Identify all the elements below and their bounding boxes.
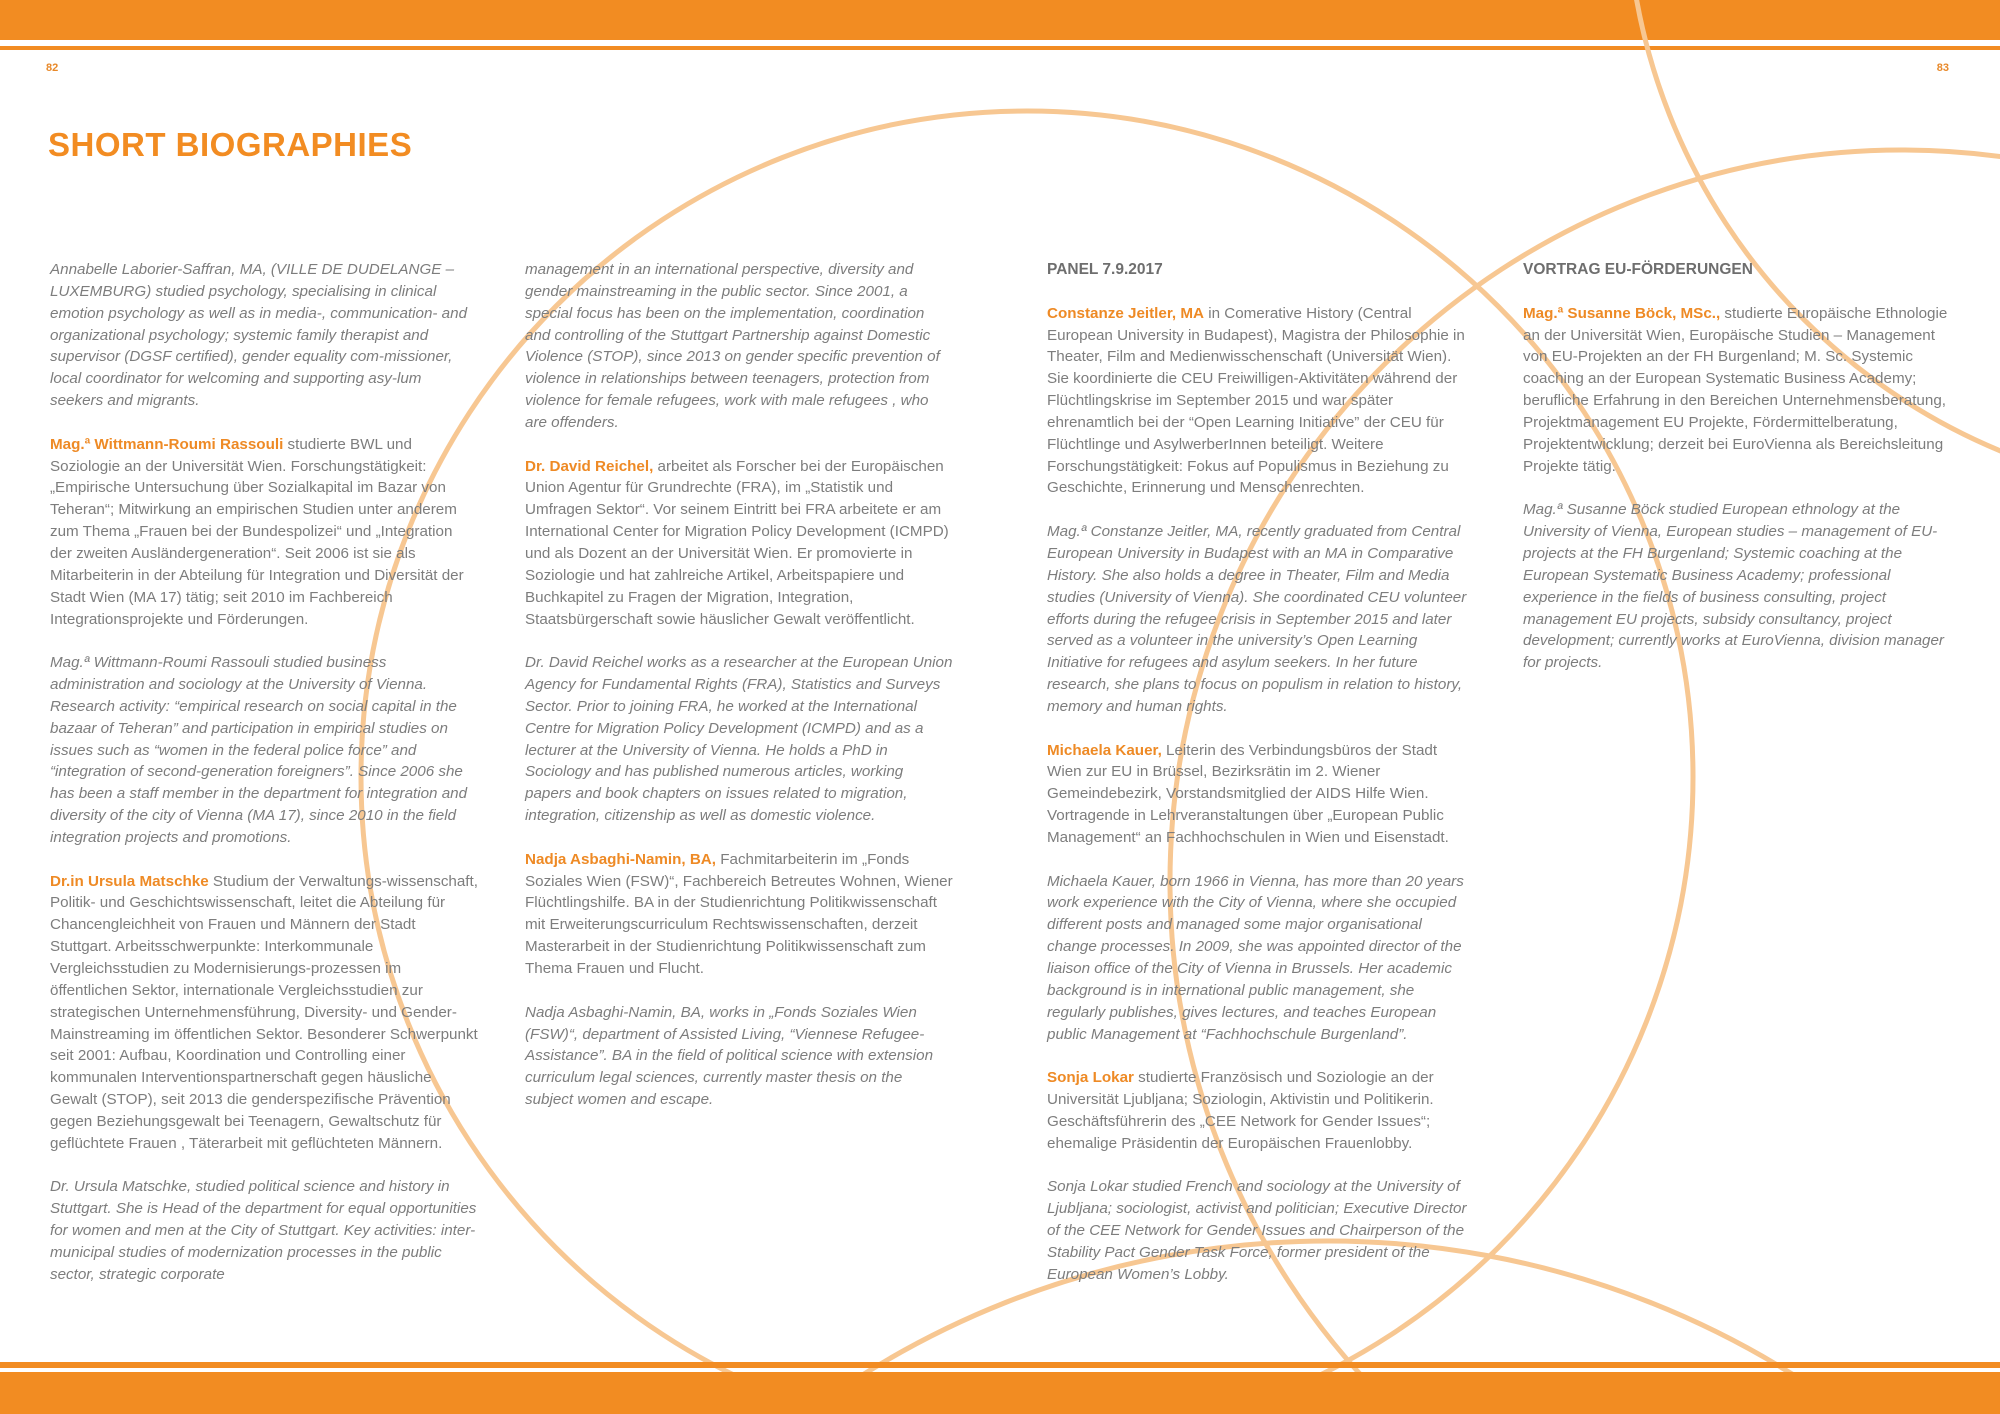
bio-name: Sonja Lokar xyxy=(1047,1069,1134,1087)
bio-column-2 xyxy=(525,259,953,1111)
bio-name: Nadja Asbaghi-Namin, BA, xyxy=(525,850,716,868)
bio-column-1 xyxy=(50,259,478,1286)
bio-name: Dr. David Reichel, xyxy=(525,457,654,475)
bio-text: studierte BWL und Soziologie an der Universität Wien. Forschungstätigkeit: „Empirische Untersuchung über Sozialkapital im Bazar von Teheran“; Mitwirkung an empirischen Studien unter anderem zum Thema „Frauen bei der Bundespolizei“ und „Integration der zweiten Ausländergeneration“. Seit 2006 ist sie als Mitarbeiterin in der Abteilung für Integration und Diversität der Stadt Wien (MA 17) tätig; seit 2010 im Fachbereich Integrationsprojekte und Förderungen. xyxy=(50,435,464,628)
bio-matschke-en: Dr. Ursula Matschke, studied political science and history in Stuttgart. She is Head of the department for equal opportunities for women and men at the City of Stuttgart. Key activities: inter-municipal studies of modernization processes in the public sector, strategic corporate xyxy=(50,1178,477,1283)
bio-text: Studium der Verwaltungs-wissenschaft, Politik- und Geschichtswissenschaft, leitet die Abteilung für Chancengleichheit von Frauen und Männern der Stadt Stuttgart. Arbeitsschwerpunkte: Interkommunale Vergleichsstudien zu Modernisierungs-prozessen im öffentlichen Sektor, internationale Vergleichsstudien zur strategischen Unternehmensführung, Diversity- und Gender-Mainstreaming im öffentlichen Sektor. Besonderer Schwerpunkt seit 2001: Aufbau, Koordination und Controlling einer kommunalen Interventionspartnerschaft gegen häusliche Gewalt (STOP), seit 2013 die genderspezifische Prävention gegen Beziehungsgewalt bei Teenagern, Gewaltschutz für geflüchtete Frauen , Täterarbeit mit geflüchteten Männern. xyxy=(50,872,478,1152)
section-heading-panel: PANEL 7.9.2017 xyxy=(1047,261,1163,278)
bio-reichel-de xyxy=(525,456,953,631)
bio-name: Mag.ª Wittmann-Roumi Rassouli xyxy=(50,435,284,453)
bio-name: Michaela Kauer, xyxy=(1047,741,1162,759)
bio-text: arbeitet als Forscher bei der Europäischen Union Agentur für Grundrechte (FRA), im „Statistik und Umfragen Sektor“. Vor seinem Eintritt bei FRA arbeitete er am International Center for Migration Policy Development (ICMPD) und als Dozent an der Universität Wien. Er promovierte in Soziologie und hat zahlreiche Artikel, Arbeitspapiere und Buchkapitel zu Fragen der Migration, Integration, Staatsbürgerschaft sowie häuslicher Gewalt veröffentlicht. xyxy=(525,457,949,628)
bio-column-4 xyxy=(1523,259,1951,674)
bio-lokar-de xyxy=(1047,1067,1475,1154)
bio-wittmann-de xyxy=(50,434,478,631)
bio-kauer-de xyxy=(1047,740,1475,849)
page-number-right: 83 xyxy=(1936,62,1949,74)
page-title: SHORT BIOGRAPHIES xyxy=(48,126,413,163)
bio-text: Fachmitarbeiterin im „Fonds Soziales Wien (FSW)“, Fachbereich Betreutes Wohnen, Wiener Flüchtlingshilfe. BA in der Studienrichtung Politikwissenschaft mit Erweiterungscurriculum Rechtswissenschaften, derzeit Masterarbeit in der Studienrichtung Politikwissenschaft zum Thema Frauen und Flucht. xyxy=(525,850,953,977)
bio-matschke-en-continued: management in an international perspective, diversity and gender mainstreaming in the public sector. Since 2001, a special focus has been on the implementation, coordination and controlling of the Stuttgart Partnership against Domestic Violence (STOP), since 2013 on gender specific prevention of violence in relationships between teenagers, protection from violence for female refugees, work with male refugees , who are offenders. xyxy=(525,261,940,431)
bottom-orange-band xyxy=(0,1372,2000,1414)
bio-text: in Comerative History (Central European University in Budapest), Magistra der Philosophie in Theater, Film and Medienwisschenschaft (Universität Wien). Sie koordinierte die CEU Freiwilligen-Aktivitäten während der Flüchtlingskrise im September 2015 und war später ehrenamtlich bei der “Open Learning Initiative” der CEU für Flüchtlinge und AsylwerberInnen beteiligt. Weitere Forschungstätigkeit: Fokus auf Populismus in Beziehung zu Geschichte, Erinnerung und Menschenrechten. xyxy=(1047,304,1465,497)
bio-laborier-saffran-en: Annabelle Laborier-Saffran, MA, (VILLE DE DUDELANGE – LUXEMBURG) studied psychology, specialising in clinical emotion psychology as well as in media-, communication- and organizational psychology; systemic family therapist and supervisor (DGSF certified), gender equality com-missioner, local coordinator for welcoming and supporting asy-lum seekers and migrants. xyxy=(50,261,468,410)
bio-lokar-en: Sonja Lokar studied French and sociology at the University of Ljubljana; sociologist, activist and politician; Executive Director of the CEE Network for Gender Issues and Chairperson of the Stability Pact Gender Task Force, former president of the European Women’s Lobby. xyxy=(1047,1178,1467,1283)
bio-asbaghi-de xyxy=(525,849,953,980)
page-number-left: 82 xyxy=(46,62,59,74)
bio-kauer-en: Michaela Kauer, born 1966 in Vienna, has more than 20 years work experience with the City of Vienna, where she occupied different posts and managed some major organisational change processes. In 2009, she was appointed director of the liaison office of the City of Vienna in Brussels. Her academic background is in international public management, she regularly publishes, gives lectures, and teaches European public Management at “Fachhochschule Burgenland”. xyxy=(1047,872,1464,1043)
top-orange-band xyxy=(0,0,2000,40)
bio-name: Dr.in Ursula Matschke xyxy=(50,872,209,890)
bio-wittmann-en: Mag.ª Wittmann-Roumi Rassouli studied business administration and sociology at the University of Vienna. Research activity: “empirical research on social capital in the bazaar of Teheran” and participation in empirical studies on issues such as “women in the federal police force” and “integration of second-generation foreigners”. Since 2006 she has been a staff member in the department for integration and diversity of the city of Vienna (MA 17), since 2010 in the field integration projects and promotions. xyxy=(50,654,468,846)
bottom-orange-rule xyxy=(0,1362,2000,1368)
top-orange-rule xyxy=(0,46,2000,50)
bio-jeitler-en: Mag.ª Constanze Jeitler, MA, recently graduated from Central European University in Budapest with an MA in Comparative History. She also holds a degree in Theater, Film and Media studies (University of Vienna). She coordinated CEU volunteer efforts during the refugee crisis in September 2015 and later served as a volunteer in the university’s Open Learning Initiative for refugees and asylum seekers. In her future research, she plans to focus on populism in relation to history, memory and human rights. xyxy=(1047,523,1467,715)
bio-text: Leiterin des Verbindungsbüros der Stadt Wien zur EU in Brüssel, Bezirksrätin im 2. Wiener Gemeindebezirk, Vorstandsmitglied der AIDS Hilfe Wien. Vortragende in Lehrveranstaltungen über „European Public Management“ an Fachhochschulen in Wien und Eisenstadt. xyxy=(1047,741,1449,846)
bio-reichel-en: Dr. David Reichel works as a researcher at the European Union Agency for Fundamental Rights (FRA), Statistics and Surveys Sector. Prior to joining FRA, he worked at the International Centre for Migration Policy Development (ICMPD) and as a lecturer at the University of Vienna. He holds a PhD in Sociology and has published numerous articles, working papers and book chapters on issues related to migration, integration, citizenship as well as domestic violence. xyxy=(525,654,953,825)
bio-boeck-de xyxy=(1523,303,1951,478)
bio-name: Constanze Jeitler, MA xyxy=(1047,304,1204,322)
section-heading-eu-funding: VORTRAG EU-FÖRDERUNGEN xyxy=(1523,261,1753,278)
bio-name: Mag.ª Susanne Böck, MSc., xyxy=(1523,304,1721,322)
bio-matschke-de xyxy=(50,871,478,1155)
bio-text: studierte Französisch und Soziologie an der Universität Ljubljana; Soziologin, Aktivistin und Politikerin. Geschäftsführerin des „CEE Network for Gender Issues“; ehemalige Präsidentin der Europäischen Frauenlobby. xyxy=(1047,1069,1434,1152)
bio-asbaghi-en: Nadja Asbaghi-Namin, BA, works in „Fonds Soziales Wien (FSW)“, department of Assisted Living, “Viennese Refugee-Assistance”. BA in the field of political science with extension curriculum legal sciences, currently master thesis on the subject women and escape. xyxy=(525,1003,934,1109)
bio-column-3 xyxy=(1047,259,1475,1286)
bio-text: studierte Europäische Ethnologie an der Universität Wien, Europäische Studien – Management von EU-Projekten an der FH Burgenland; M. Sc. Systemic coaching an der European Systematic Business Academy; berufliche Erfahrung in den Bereichen Unternehmensberatung, Projektmanagement EU Projekte, Fördermittelberatung, Projektentwicklung; derzeit bei EuroVienna als Bereichsleitung Projekte tätig. xyxy=(1523,304,1948,475)
bio-jeitler-de xyxy=(1047,303,1475,500)
bio-boeck-en: Mag.ª Susanne Böck studied European ethnology at the University of Vienna, European studies – management of EU-projects at the FH Burgenland; Systemic coaching at the European Systematic Business Academy; professional experience in the fields of business consulting, project management EU projects, subsidy consultancy, project development; currently works at EuroVienna, division manager for projects. xyxy=(1523,501,1944,672)
